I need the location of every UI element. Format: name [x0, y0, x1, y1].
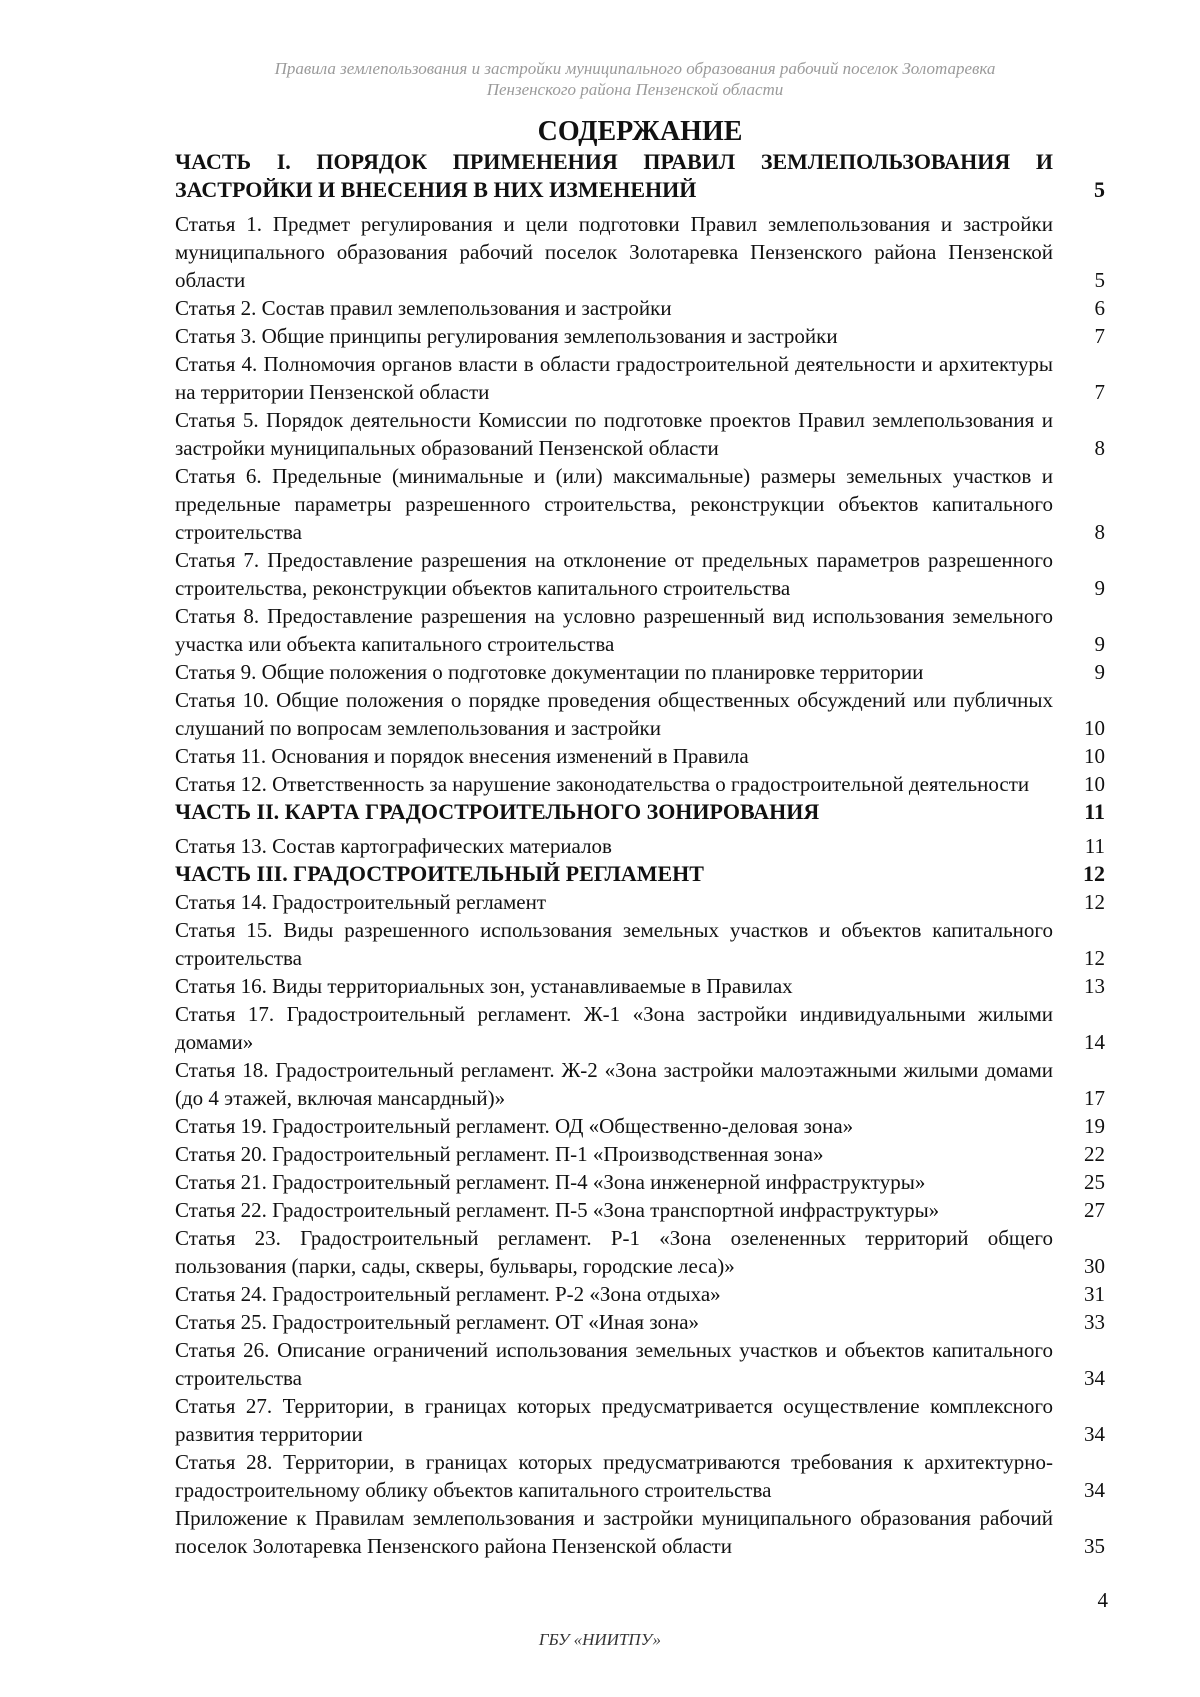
toc-entry-title: Статья 4. Полномочия органов власти в области градостроительной деятельности и архитектуры на территории Пензенской области	[175, 352, 1053, 404]
toc-entry[interactable]	[175, 1392, 1105, 1448]
toc-entry-title: Приложение к Правилам землепользования и застройки муниципального образования рабочий поселок Золотаревка Пензенского района Пензенской области	[175, 1506, 1053, 1558]
toc-entry[interactable]	[175, 832, 1105, 860]
toc-entry[interactable]	[175, 406, 1105, 462]
toc-entry-page: 14	[1084, 1030, 1105, 1054]
toc-entry-page: 13	[1084, 974, 1105, 998]
toc-entry-page: 12	[1084, 946, 1105, 970]
toc-entry-title: Статья 10. Общие положения о порядке проведения общественных обсуждений или публичных слушаний по вопросам землепользования и застройки	[175, 688, 1053, 740]
toc-entry-page: 8	[1094, 520, 1105, 544]
toc-entry-title: Статья 14. Градостроительный регламент	[175, 890, 547, 914]
toc-entry[interactable]	[175, 888, 1105, 916]
toc-entry-title: Статья 1. Предмет регулирования и цели подготовки Правил землепользования и застройки муниципального образования рабочий поселок Золотаревка Пензенского района Пензенской области	[175, 212, 1053, 292]
toc-entry-title: Статья 27. Территории, в границах которых предусматривается осуществление комплексного развития территории	[175, 1394, 1053, 1446]
toc-entry-title: Статья 12. Ответственность за нарушение законодательства о градостроительной деятельности	[175, 772, 1030, 796]
toc-entry[interactable]	[175, 1056, 1105, 1112]
page-title: СОДЕРЖАНИЕ	[537, 116, 743, 147]
toc-entry-page: 7	[1094, 324, 1105, 348]
toc-entry[interactable]	[175, 1336, 1105, 1392]
toc-entry[interactable]	[175, 1308, 1105, 1336]
toc-entry-title: Статья 3. Общие принципы регулирования землепользования и застройки	[175, 324, 838, 348]
toc-entry[interactable]	[175, 350, 1105, 406]
toc-entry-page: 11	[1084, 799, 1105, 824]
toc-entry-title: Статья 26. Описание ограничений использования земельных участков и объектов капитального строительства	[175, 1338, 1053, 1390]
table-of-contents	[175, 148, 1105, 1560]
toc-entry[interactable]	[175, 1196, 1105, 1224]
toc-entry[interactable]	[175, 1448, 1105, 1504]
toc-entry-title: ЧАСТЬ III. ГРАДОСТРОИТЕЛЬНЫЙ РЕГЛАМЕНТ	[175, 861, 704, 886]
toc-entry-title: Статья 19. Градостроительный регламент. ОД «Общественно-деловая зона»	[175, 1114, 854, 1138]
toc-entry-page: 22	[1084, 1142, 1105, 1166]
toc-entry-appendix[interactable]	[175, 1504, 1105, 1560]
toc-entry-page: 9	[1094, 576, 1105, 600]
toc-part-1[interactable]	[175, 148, 1105, 204]
toc-entry-title: Статья 6. Предельные (минимальные и (или) максимальные) размеры земельных участков и предельные параметры разрешенного строительства, реконструкции объектов капитального строительства	[175, 464, 1053, 544]
toc-entry-title: Статья 8. Предоставление разрешения на условно разрешенный вид использования земельного участка или объекта капитального строительства	[175, 604, 1053, 656]
toc-entry-page: 10	[1084, 716, 1105, 740]
toc-entry[interactable]	[175, 742, 1105, 770]
toc-entry-page: 34	[1084, 1366, 1105, 1390]
toc-entry-page: 7	[1094, 380, 1105, 404]
toc-entry[interactable]	[175, 1168, 1105, 1196]
toc-entry[interactable]	[175, 972, 1105, 1000]
toc-entry-page: 5	[1094, 268, 1105, 292]
toc-entry-title: Статья 21. Градостроительный регламент. П-4 «Зона инженерной инфраструктуры»	[175, 1170, 926, 1194]
toc-entry-page: 12	[1083, 861, 1105, 886]
toc-entry[interactable]	[175, 686, 1105, 742]
running-header-line-2: Пензенского района Пензенской области	[486, 80, 784, 99]
toc-entry-title: Статья 16. Виды территориальных зон, устанавливаемые в Правилах	[175, 974, 793, 998]
toc-entry-title: Статья 24. Градостроительный регламент. Р-2 «Зона отдыха»	[175, 1282, 721, 1306]
toc-entry-title: Статья 28. Территории, в границах которых предусматриваются требования к архитектурно-градостроительному облику объектов капитального строительства	[175, 1450, 1053, 1502]
toc-entry-page: 34	[1084, 1478, 1105, 1502]
toc-entry[interactable]	[175, 1000, 1105, 1056]
page-number: 4	[1097, 1588, 1108, 1612]
toc-entry[interactable]	[175, 916, 1105, 972]
toc-entry-page: 31	[1084, 1282, 1105, 1306]
toc-entry[interactable]	[175, 294, 1105, 322]
toc-entry-page: 10	[1084, 744, 1105, 768]
toc-entry[interactable]	[175, 602, 1105, 658]
toc-entry-page: 6	[1094, 296, 1105, 320]
toc-entry-page: 17	[1084, 1086, 1105, 1110]
toc-entry-page: 19	[1084, 1114, 1105, 1138]
toc-entry[interactable]	[175, 462, 1105, 546]
toc-entry-page: 34	[1084, 1422, 1105, 1446]
toc-entry[interactable]	[175, 546, 1105, 602]
toc-entry-page: 9	[1094, 632, 1105, 656]
running-footer: ГБУ «НИИТПУ»	[538, 1630, 662, 1649]
running-header	[175, 58, 1095, 100]
toc-entry-title: Статья 15. Виды разрешенного использования земельных участков и объектов капитального строительства	[175, 918, 1053, 970]
toc-entry-title: Статья 17. Градостроительный регламент. Ж-1 «Зона застройки индивидуальными жилыми домами»	[175, 1002, 1053, 1054]
toc-entry-title: Статья 18. Градостроительный регламент. Ж-2 «Зона застройки малоэтажными жилыми домами (до 4 этажей, включая мансардный)»	[175, 1058, 1053, 1110]
toc-entry[interactable]	[175, 210, 1105, 294]
toc-entry[interactable]	[175, 1224, 1105, 1280]
toc-entry-page: 25	[1084, 1170, 1105, 1194]
toc-part-3[interactable]	[175, 860, 1105, 888]
toc-entry-title: Статья 22. Градостроительный регламент. П-5 «Зона транспортной инфраструктуры»	[175, 1198, 940, 1222]
toc-entry[interactable]	[175, 322, 1105, 350]
toc-entry[interactable]	[175, 1112, 1105, 1140]
toc-entry-title: Статья 9. Общие положения о подготовке документации по планировке территории	[175, 660, 924, 684]
toc-entry-page: 33	[1084, 1310, 1105, 1334]
running-header-line-1: Правила землепользования и застройки муниципального образования рабочий поселок Золотаревка	[274, 59, 996, 78]
toc-entry-title: ЧАСТЬ I. ПОРЯДОК ПРИМЕНЕНИЯ ПРАВИЛ ЗЕМЛЕПОЛЬЗОВАНИЯ И ЗАСТРОЙКИ И ВНЕСЕНИЯ В НИХ ИЗМЕНЕНИЙ	[175, 149, 1053, 202]
toc-entry-page: 35	[1084, 1534, 1105, 1558]
toc-entry-title: Статья 23. Градостроительный регламент. Р-1 «Зона озелененных территорий общего пользования (парки, сады, скверы, бульвары, городские леса)»	[175, 1226, 1053, 1278]
toc-entry-title: Статья 13. Состав картографических материалов	[175, 834, 612, 858]
toc-entry-page: 8	[1094, 436, 1105, 460]
toc-entry-page: 27	[1084, 1198, 1105, 1222]
toc-entry-page: 11	[1084, 834, 1105, 858]
toc-entry-title: Статья 25. Градостроительный регламент. ОТ «Иная зона»	[175, 1310, 700, 1334]
toc-entry-title: Статья 11. Основания и порядок внесения изменений в Правила	[175, 744, 749, 768]
toc-entry-page: 10	[1084, 772, 1105, 796]
toc-entry[interactable]	[175, 1280, 1105, 1308]
toc-entry-title: ЧАСТЬ II. КАРТА ГРАДОСТРОИТЕЛЬНОГО ЗОНИРОВАНИЯ	[175, 799, 820, 824]
toc-entry-title: Статья 2. Состав правил землепользования и застройки	[175, 296, 672, 320]
toc-entry[interactable]	[175, 770, 1105, 798]
toc-entry[interactable]	[175, 658, 1105, 686]
toc-entry[interactable]	[175, 1140, 1105, 1168]
toc-entry-page: 12	[1084, 890, 1105, 914]
toc-part-2[interactable]	[175, 798, 1105, 826]
toc-entry-page: 9	[1094, 660, 1105, 684]
toc-entry-title: Статья 5. Порядок деятельности Комиссии по подготовке проектов Правил землепользования и застройки муниципальных образований Пензенской области	[175, 408, 1053, 460]
toc-entry-page: 30	[1084, 1254, 1105, 1278]
toc-entry-page: 5	[1094, 177, 1105, 202]
toc-entry-title: Статья 7. Предоставление разрешения на отклонение от предельных параметров разрешенного строительства, реконструкции объектов капитального строительства	[175, 548, 1053, 600]
toc-entry-title: Статья 20. Градостроительный регламент. П-1 «Производственная зона»	[175, 1142, 824, 1166]
